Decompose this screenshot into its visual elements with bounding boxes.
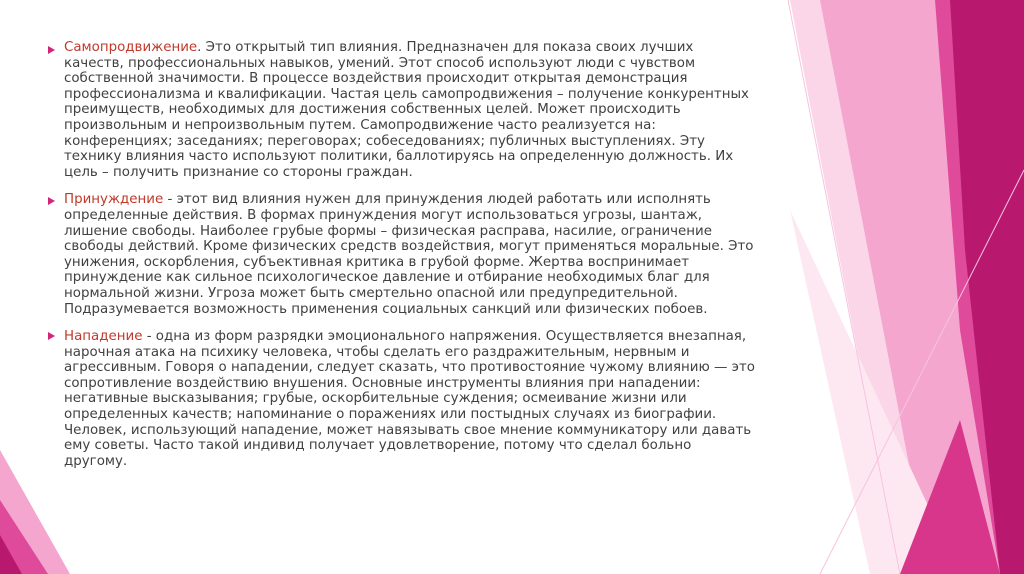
paragraph-text: - этот вид влияния нужен для принуждения людей работать или исполнять определенные действия. В формах принуждения могут использоваться угрозы, шантаж, лишение свободы. Наиболее грубые формы – физическая расправа, насилие, ограничение свободы действий. Кроме физических средств воздействия, могут применяться моральные. Это унижения, оскорбления, субъективная критика в грубой форме. Жертва воспринимает принуждение как сильное психологическое давление и отбирание необходимых благ для нормальной жизни. Угроза может быть смертельно опасной или предупредительной. Подразумевается возможность применения социальных санкций или физических побоев. <box>64 192 754 317</box>
term-attack: Нападение <box>64 329 143 345</box>
term-coercion: Принуждение <box>64 192 164 208</box>
bullet-arrow-icon <box>48 197 55 205</box>
text-body <box>64 40 756 481</box>
paragraph-self-promotion <box>64 40 756 180</box>
paragraph-text: . Это открытый тип влияния. Предназначен для показа своих лучших качеств, профессиональных навыков, умений. Этот способ используют люди с чувством собственной значимости. В процессе воздействия происходит открытая демонстрация профессионализма и квалификации. Частая цель самопродвижения – получение конкурентных преимуществ, необходимых для достижения собственных целей. Может происходить произвольным и непроизвольным путем. Самопродвижение часто реализуется на: конференциях; заседаниях; переговорах; собеседованиях; публичных выступлениях. Эту технику влияния часто используют политики, баллотируясь на определенную должность. Их цель – получить признание со стороны граждан. <box>64 40 749 180</box>
paragraph-text: - одна из форм разрядки эмоционального напряжения. Осуществляется внезапная, нарочная атака на психику человека, чтобы сделать его раздражительным, нервным и агрессивным. Говоря о нападении, следует сказать, что противостояние чужому влиянию — это сопротивление воздействию внушения. Основные инструменты влияния при нападении: негативные высказывания; грубые, оскорбительные суждения; осмеивание жизни или определенных качеств; напоминание о поражениях или постыдных случаях из биографии. Человек, использующий нападение, может навязывать свое мнение коммуникатору или давать ему советы. Часто такой индивид получает удовлетворение, потому что сделал больно другому. <box>64 329 755 469</box>
paragraph-attack <box>64 329 756 469</box>
term-self-promotion: Самопродвижение <box>64 40 198 55</box>
paragraph-coercion <box>64 192 756 317</box>
bullet-arrow-icon <box>48 46 55 54</box>
bullet-arrow-icon <box>48 332 55 340</box>
